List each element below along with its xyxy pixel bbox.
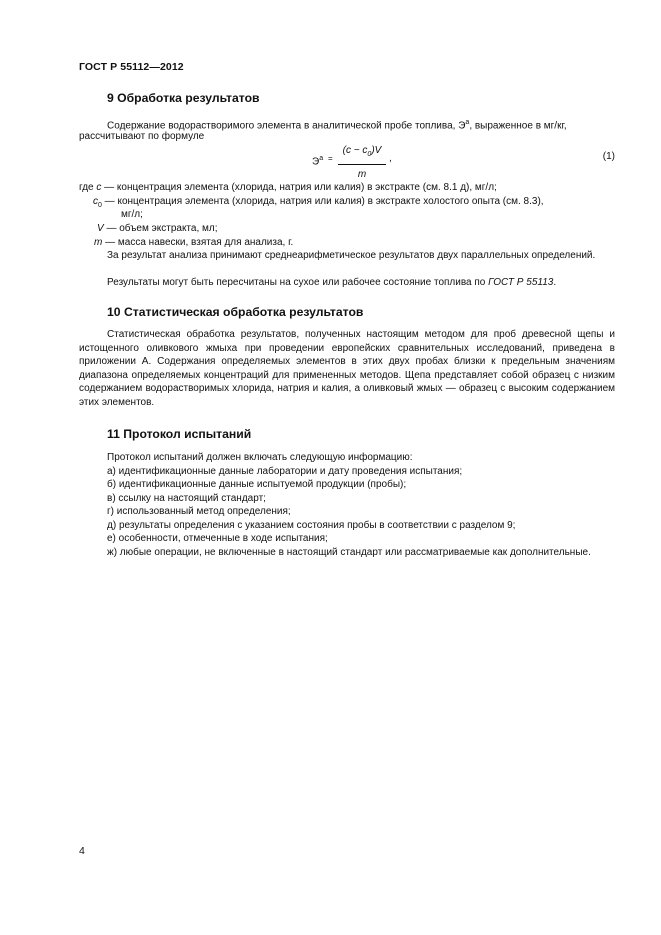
formula-fraction [338, 144, 386, 181]
list-item: д) результаты определения с указанием состояния пробы в соответствии с разделом 9; [107, 520, 516, 531]
section-11-title: 11 Протокол испытаний [107, 427, 252, 441]
section-10-title: 10 Статистическая обработка результатов [107, 305, 364, 319]
list-item: е) особенности, отмеченные в ходе испытания; [107, 533, 328, 544]
formula-lhs: $Э^a$ [312, 155, 324, 168]
gost-reference: ГОСТ Р 55113 [488, 277, 554, 288]
list-item: в) ссылку на настоящий стандарт; [107, 493, 266, 504]
formula-comma: , [389, 153, 392, 164]
list-item: б) идентификационные данные испытуемой продукции (пробы); [107, 479, 407, 490]
page-number: 4 [79, 845, 85, 857]
definition-m: m — масса навески, взятая для анализа, г. [94, 237, 294, 248]
definition-c: где c — концентрация элемента (хлорида, натрия или калия) в экстракте (см. 8.1 д), мг/л; [79, 182, 497, 193]
formula-1 [312, 144, 432, 180]
definition-v: V — объем экстракта, мл; [97, 223, 218, 234]
section-9-intro: Содержание водорастворимого элемента в аналитической пробе топлива, $Э^а$, выраженное в мг/кг, [107, 119, 567, 132]
result-paragraph: За результат анализа принимают среднеарифметическое результатов двух параллельных определений. [107, 250, 596, 261]
definition-c0-cont: мг/л; [121, 209, 143, 220]
section-9-intro-cont: рассчитывают по формуле [79, 131, 205, 142]
formula-number: (1) [602, 151, 615, 162]
document-header: ГОСТ Р 55112—2012 [79, 61, 184, 73]
list-item: а) идентификационные данные лаборатории и дату проведения испытания; [107, 466, 463, 477]
formula-eq: = [328, 154, 333, 163]
section-9-title: 9 Обработка результатов [107, 91, 260, 105]
list-item-last: ж) любые операции, не включенные в настоящий стандарт или рассматриваемые как дополнительные. [107, 547, 591, 558]
list-item: г) использованный метод определения; [107, 506, 291, 517]
definition-c0: $c_0$ — концентрация элемента (хлорида, натрия или калия) в экстракте холостого опыта (см. 8.3), [93, 196, 544, 209]
section-10-paragraph: Статистическая обработка результатов, полученных настоящим методом для проб древесной щепы и истощенного оливкового жмыха при проведении европейских сравнительных исследований, приведена в приложении А. Содержания определяемых элементов в этих двух пробах близки к предельным значениям диапазона определяемых концентраций для примененных методов. Щепа представляет собой образец с низким содержанием водорастворимых хлорида, натрия и калия, а оливковый жмых — образец с высоким содержанием этих элементов. [79, 329, 615, 408]
formula-denominator: m [357, 168, 367, 180]
formula-numerator: $(c - c_0)V$ [338, 144, 386, 165]
recalc-paragraph: Результаты могут быть пересчитаны на сухое или рабочее состояние топлива по ГОСТ Р 55113. [107, 277, 557, 288]
section-11-intro: Протокол испытаний должен включать следующую информацию: [107, 452, 413, 463]
